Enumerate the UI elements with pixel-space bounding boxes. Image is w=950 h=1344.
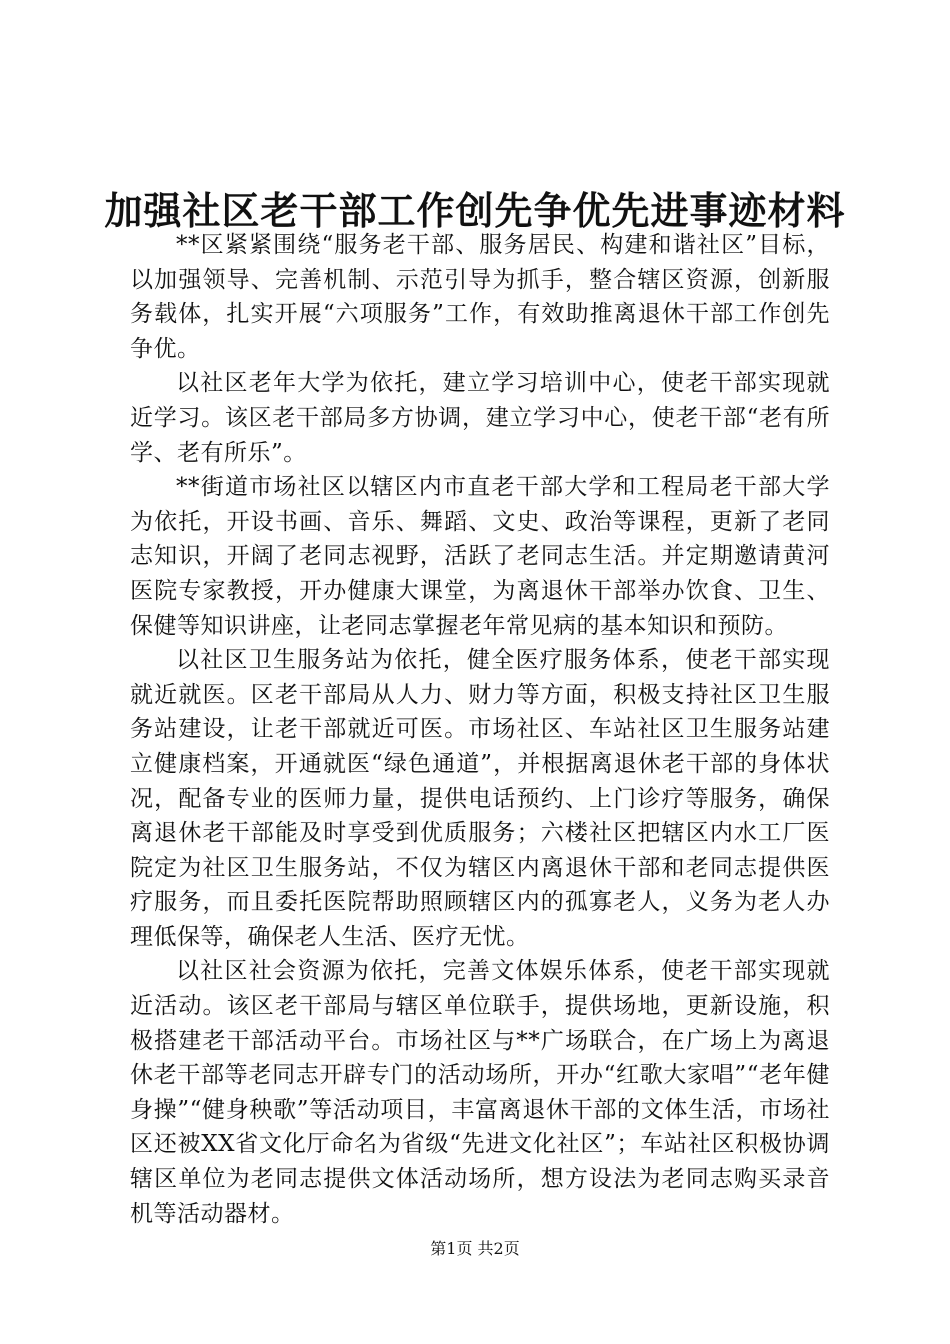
- document-body: [130, 228, 830, 1231]
- document-title: 加强社区老干部工作创先争优先进事迹材料: [104, 188, 846, 233]
- paragraph: **街道市场社区以辖区内市直老干部大学和工程局老干部大学为依托，开设书画、音乐、舞蹈、文史、政治等课程，更新了老同志知识，开阔了老同志视野，活跃了老同志生活。并定期邀请黄河医院专家教授，开办健康大课堂，为离退休干部举办饮食、卫生、保健等知识讲座，让老同志掌握老年常见病的基本知识和预防。: [130, 474, 830, 639]
- paragraph: **区紧紧围绕“服务老干部、服务居民、构建和谐社区”目标，以加强领导、完善机制、示范引导为抓手，整合辖区资源，创新服务载体，扎实开展“六项服务”工作，有效助推离退休干部工作创先争优。: [130, 232, 830, 362]
- paragraph: 以社区卫生服务站为依托，健全医疗服务体系，使老干部实现就近就医。区老干部局从人力、财力等方面，积极支持社区卫生服务站建设，让老干部就近可医。市场社区、车站社区卫生服务站建立健康档案，开通就医“绿色通道”，并根据离退休老干部的身体状况，配备专业的医师力量，提供电话预约、上门诊疗等服务，确保离退休老干部能及时享受到优质服务；六楼社区把辖区内水工厂医院定为社区卫生服务站，不仅为辖区内离退休干部和老同志提供医疗服务，而且委托医院帮助照顾辖区内的孤寡老人，义务为老人办理低保等，确保老人生活、医疗无忧。: [130, 647, 830, 950]
- page-number-footer: 第1页 共2页: [430, 1239, 520, 1258]
- paragraph: 以社区老年大学为依托，建立学习培训中心，使老干部实现就近学习。该区老干部局多方协调，建立学习中心，使老干部“老有所学、老有所乐”。: [130, 370, 830, 466]
- paragraph: 以社区社会资源为依托，完善文体娱乐体系，使老干部实现就近活动。该区老干部局与辖区单位联手，提供场地，更新设施，积极搭建老干部活动平台。市场社区与**广场联合，在广场上为离退休老干部等老同志开辟专门的活动场所，开办“红歌大家唱”“老年健身操”“健身秧歌”等活动项目，丰富离退休干部的文体生活，市场社区还被XX省文化厅命名为省级“先进文化社区”；车站社区积极协调辖区单位为老同志提供文体活动场所，想方设法为老同志购买录音机等活动器材。: [130, 958, 830, 1227]
